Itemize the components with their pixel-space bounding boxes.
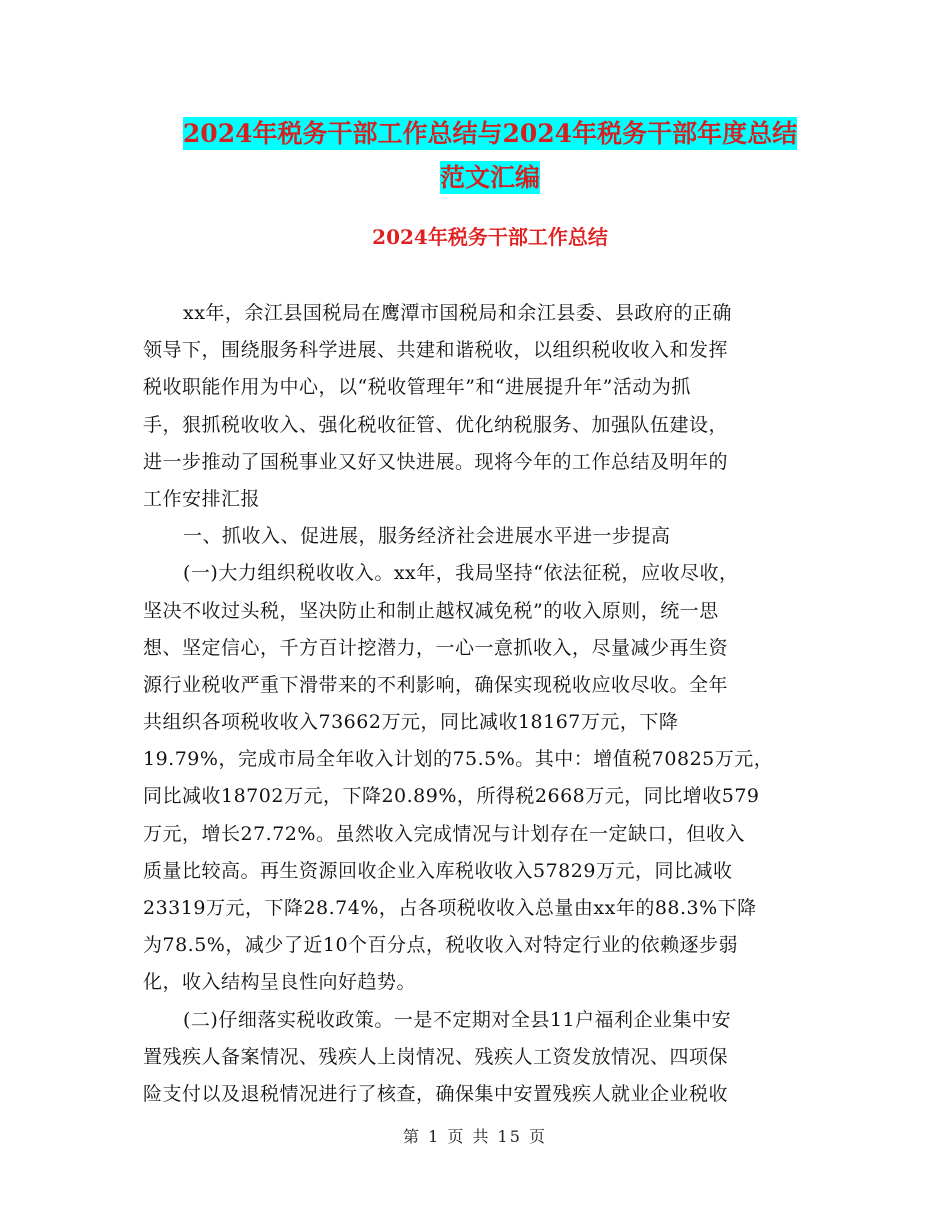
text-line: xx年，余江县国税局在鹰潭市国税局和余江县委、县政府的正确 xyxy=(183,302,732,324)
text-line: 万元，增长27.72%。虽然收入完成情况与计划存在一定缺口，但收入 xyxy=(143,822,745,845)
text-line: 坚决不收过头税，坚决防止和制止越权减免税”的收入原则，统一思 xyxy=(143,599,719,622)
document-title xyxy=(140,112,840,200)
text-line: 手，狠抓税收收入、强化税收征管、优化纳税服务、加强队伍建设， xyxy=(143,413,729,436)
text-line: 领导下，围绕服务科学进展、共建和谐税收，以组织税收收入和发挥 xyxy=(143,339,729,362)
text-line: 质量比较高。再生资源回收企业入库税收收入57829万元，同比减收 xyxy=(143,859,733,882)
text-line: 险支付以及退税情况进行了核查，确保集中安置残疾人就业企业税收 xyxy=(143,1082,729,1105)
text-line: 23319万元，下降28.74%，占各项税收收入总量由xx年的88.3%下降 xyxy=(143,897,757,919)
text-line: 工作安排汇报 xyxy=(143,487,261,510)
text-line: 置残疾人备案情况、残疾人上岗情况、残疾人工资发放情况、四项保 xyxy=(143,1045,729,1068)
body-text xyxy=(143,295,807,1113)
text-line: 共组织各项税收收入73662万元，同比减收18167万元，下降 xyxy=(143,711,679,734)
text-line: 19.79%，完成市局全年收入计划的75.5%。其中：增值税70825万元， xyxy=(143,748,774,771)
text-line: (一)大力组织税收收入。xx年，我局坚持“依法征税，应收尽收， xyxy=(183,562,739,585)
text-line: (二)仔细落实税收政策。一是不定期对全县11户福利企业集中安 xyxy=(183,1008,732,1031)
section-title: 2024年税务干部工作总结 xyxy=(372,225,608,249)
text-line: 源行业税收严重下滑带来的不利影响，确保实现税收应收尽收。全年 xyxy=(143,673,729,696)
text-line: 同比减收18702万元，下降20.89%，所得税2668万元，同比增收579 xyxy=(143,785,760,808)
text-line: 税收职能作用为中心，以“税收管理年”和“进展提升年”活动为抓 xyxy=(143,376,691,399)
text-line: 为78.5%，减少了近10个百分点，税收收入对特定行业的依赖逐步弱 xyxy=(143,934,739,957)
title-line-2: 范文汇编 xyxy=(439,163,540,192)
text-line: 进一步推动了国税事业又好又快进展。现将今年的工作总结及明年的 xyxy=(143,450,729,473)
page-footer: 第 1 页 共 15 页 xyxy=(403,1127,547,1146)
text-line: 想、坚定信心，千方百计挖潜力，一心一意抓收入，尽量减少再生资 xyxy=(143,636,729,659)
text-line: 一、抓收入、促进展，服务经济社会进展水平进一步提高 xyxy=(183,525,671,548)
text-line: 化，收入结构呈良性向好趋势。 xyxy=(143,971,417,994)
title-line-1: 2024年税务干部工作总结与2024年税务干部年度总结 xyxy=(182,119,798,148)
